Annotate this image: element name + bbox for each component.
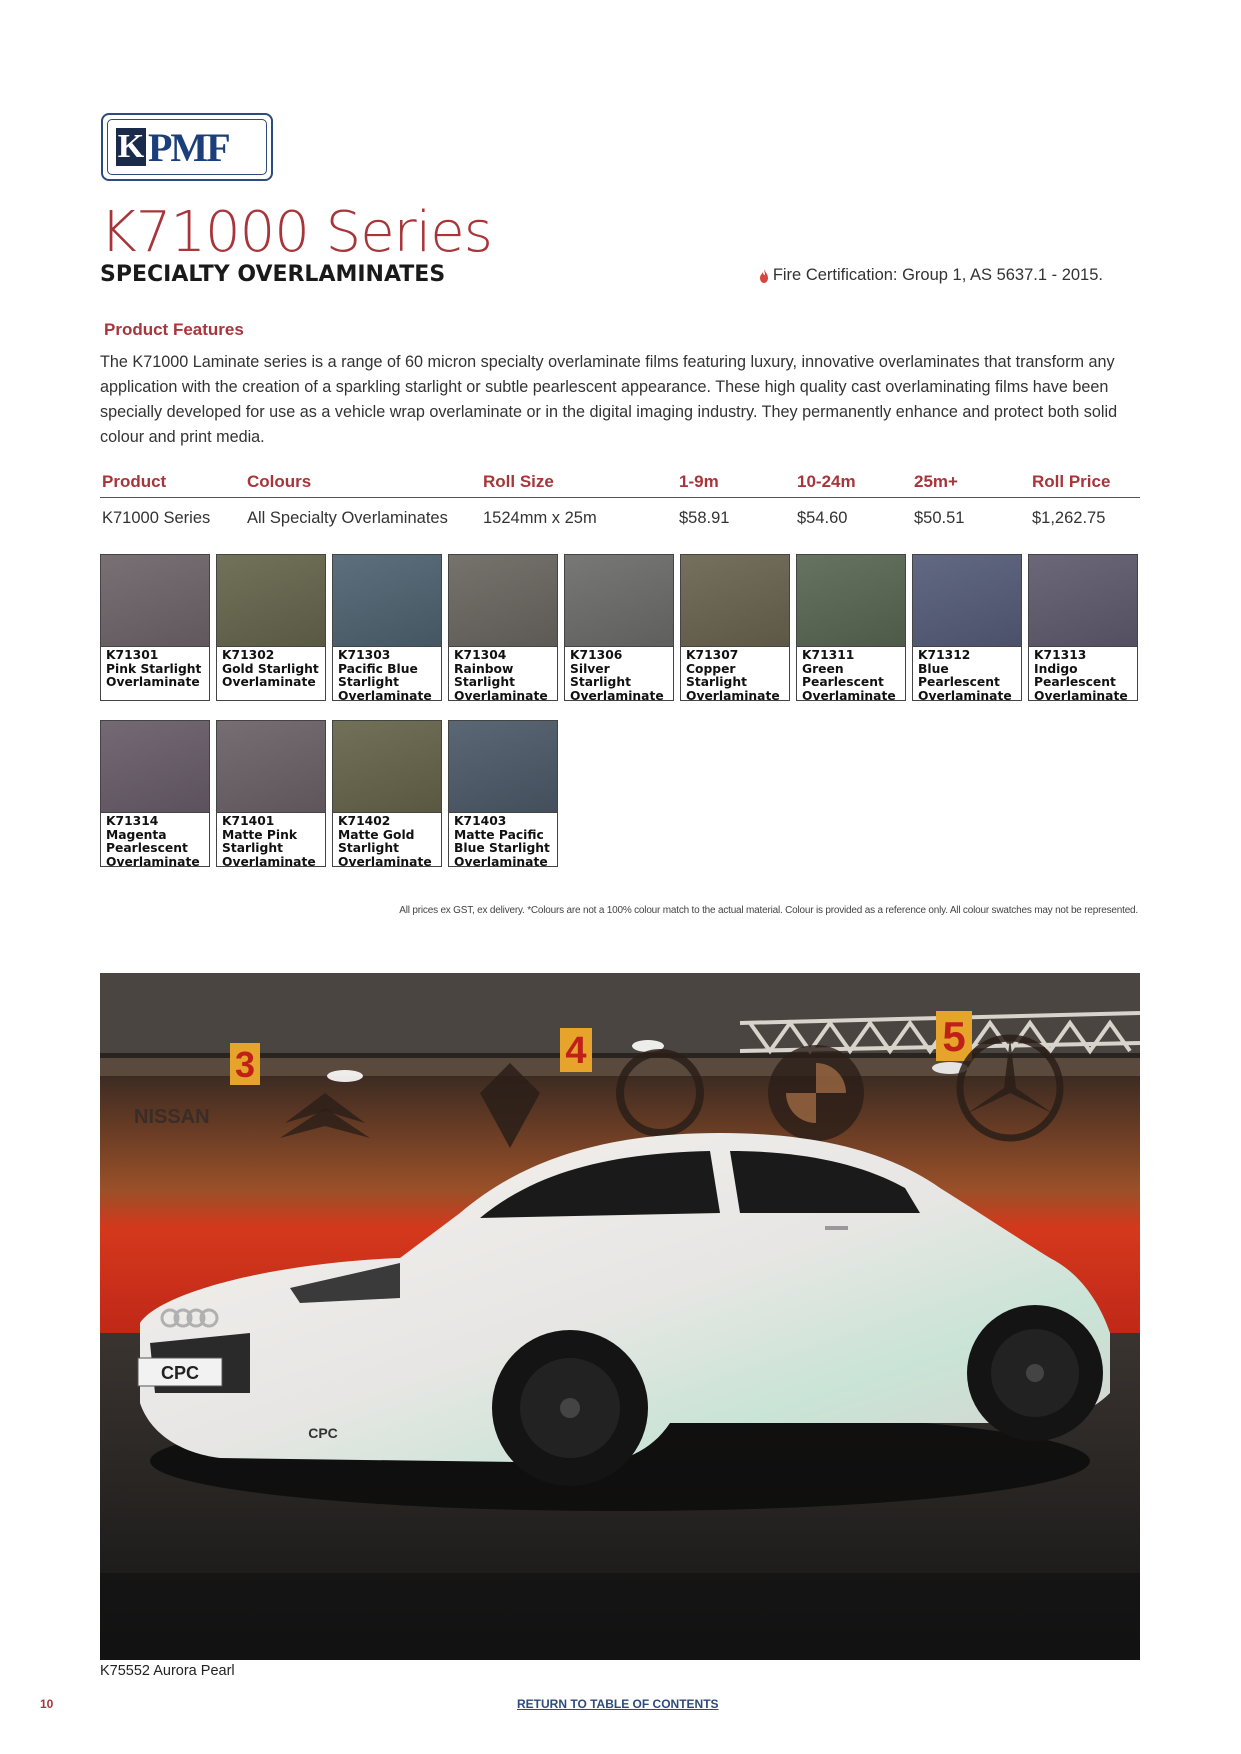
swatch-code: K71303 xyxy=(338,648,391,662)
price-table-header xyxy=(100,472,1140,498)
header-colours: Colours xyxy=(245,472,481,498)
table-row xyxy=(100,498,1140,529)
swatch-card xyxy=(564,554,674,701)
features-description: The K71000 Laminate series is a range of 60 micron specialty overlaminate films featuring luxury, innovative overlaminates that transform any application with the creation of a sparkling starlight or subtle pearlescent appearance. These high quality cast overlaminating films have been specially developed for use as a vehicle wrap overlaminate or in the digital imaging industry. They permanently enhance and protect both solid colour and print media. xyxy=(100,353,1118,446)
swatch-code: K71311 xyxy=(802,648,855,662)
swatch-name: Copper Starlight Overlaminate xyxy=(686,661,780,703)
header-1-9m: 1-9m xyxy=(677,472,795,498)
swatch-code: K71302 xyxy=(222,648,275,662)
swatch-color xyxy=(913,555,1021,647)
plate-text: CPC xyxy=(160,1363,200,1383)
swatch-color xyxy=(217,555,325,647)
page-number: 10 xyxy=(40,1697,54,1711)
swatch-color xyxy=(101,721,209,813)
cell-1-9m: $58.91 xyxy=(679,509,730,527)
swatch-color xyxy=(797,555,905,647)
swatch-card xyxy=(680,554,790,701)
header-roll-size: Roll Size xyxy=(481,472,677,498)
swatch-code: K71403 xyxy=(454,814,507,828)
swatch-name: Matte Pink Starlight Overlaminate xyxy=(222,827,316,869)
kpmf-logo xyxy=(101,113,273,181)
swatch-color xyxy=(333,721,441,813)
swatch-row xyxy=(100,720,1140,867)
swatch-card xyxy=(100,720,210,867)
swatch-name: Silver Starlight Overlaminate xyxy=(570,661,664,703)
aurora-pearl-car-photo xyxy=(100,973,1140,1660)
cell-25m-plus: $50.51 xyxy=(914,509,965,527)
swatch-name: Pacific Blue Starlight Overlaminate xyxy=(338,661,432,703)
bay-number: 5 xyxy=(942,1013,966,1060)
swatch-color xyxy=(449,721,557,813)
bay-number: 4 xyxy=(565,1030,587,1072)
cell-roll-size: 1524mm x 25m xyxy=(483,509,597,527)
swatch-code: K71306 xyxy=(570,648,623,662)
swatch-name: Blue Pearlescent Overlaminate xyxy=(918,661,1012,703)
cell-roll-price: $1,262.75 xyxy=(1032,509,1106,527)
page-subtitle: SPECIALTY OVERLAMINATES xyxy=(100,262,446,287)
fire-certification-text: Fire Certification: Group 1, AS 5637.1 - 2015. xyxy=(772,266,1103,284)
swatch-card xyxy=(912,554,1022,701)
swatch-color xyxy=(565,555,673,647)
swatch-card xyxy=(448,554,558,701)
cell-10-24m: $54.60 xyxy=(797,509,848,527)
fire-certification xyxy=(759,266,1103,285)
swatch-color xyxy=(333,555,441,647)
features-heading: Product Features xyxy=(104,320,244,339)
header-25m-plus: 25m+ xyxy=(912,472,1030,498)
swatch-name: Matte Gold Starlight Overlaminate xyxy=(338,827,432,869)
swatch-card xyxy=(332,554,442,701)
swatch-code: K71312 xyxy=(918,648,971,662)
swatch-name: Pink Starlight Overlaminate xyxy=(106,661,202,689)
swatch-color xyxy=(1029,555,1137,647)
swatch-color xyxy=(101,555,209,647)
ceiling-light xyxy=(327,1070,363,1082)
swatch-name: Matte Pacific Blue Starlight Overlaminate xyxy=(454,827,550,869)
swatch-card xyxy=(448,720,558,867)
swatch-card xyxy=(332,720,442,867)
swatch-card xyxy=(216,554,326,701)
swatch-code: K71304 xyxy=(454,648,507,662)
page-title: K71000 Series xyxy=(100,200,492,265)
swatch-name: Gold Starlight Overlaminate xyxy=(222,661,319,689)
swatch-code: K71307 xyxy=(686,648,739,662)
swatch-card xyxy=(796,554,906,701)
flame-icon xyxy=(759,269,769,283)
swatch-row xyxy=(100,554,1140,701)
swatch-card xyxy=(1028,554,1138,701)
logo-wordmark: PMF xyxy=(148,124,229,170)
swatch-code: K71402 xyxy=(338,814,391,828)
swatch-code: K71313 xyxy=(1034,648,1087,662)
header-product: Product xyxy=(100,472,245,498)
car-photo-illustration xyxy=(100,973,1140,1660)
price-table xyxy=(100,472,1140,528)
logo-k-mark: K xyxy=(117,128,145,165)
swatch-grid xyxy=(100,554,1140,886)
photo-caption: K75552 Aurora Pearl xyxy=(100,1663,235,1679)
swatch-card xyxy=(216,720,326,867)
swatch-code: K71401 xyxy=(222,814,275,828)
swatch-name: Indigo Pearlescent Overlaminate xyxy=(1034,661,1128,703)
swatch-name: Magenta Pearlescent Overlaminate xyxy=(106,827,200,869)
nissan-wall-logo: NISSAN xyxy=(134,1106,210,1128)
header-10-24m: 10-24m xyxy=(795,472,912,498)
swatch-card xyxy=(100,554,210,701)
swatch-name: Green Pearlescent Overlaminate xyxy=(802,661,896,703)
price-disclaimer: All prices ex GST, ex delivery. *Colours are not a 100% colour match to the actual material. Colour is provided as a reference only. All colour swatches may not be represented. xyxy=(399,905,1138,916)
cell-product: K71000 Series xyxy=(102,509,211,527)
swatch-color xyxy=(217,721,325,813)
swatch-code: K71314 xyxy=(106,814,159,828)
bumper-text: CPC xyxy=(308,1425,338,1441)
return-to-toc-link[interactable]: RETURN TO TABLE OF CONTENTS xyxy=(517,1697,719,1711)
swatch-name: Rainbow Starlight Overlaminate xyxy=(454,661,548,703)
swatch-color xyxy=(681,555,789,647)
header-roll-price: Roll Price xyxy=(1030,472,1140,498)
swatch-color xyxy=(449,555,557,647)
swatch-code: K71301 xyxy=(106,648,159,662)
cell-colours: All Specialty Overlaminates xyxy=(247,509,448,527)
bay-number: 3 xyxy=(234,1044,256,1085)
